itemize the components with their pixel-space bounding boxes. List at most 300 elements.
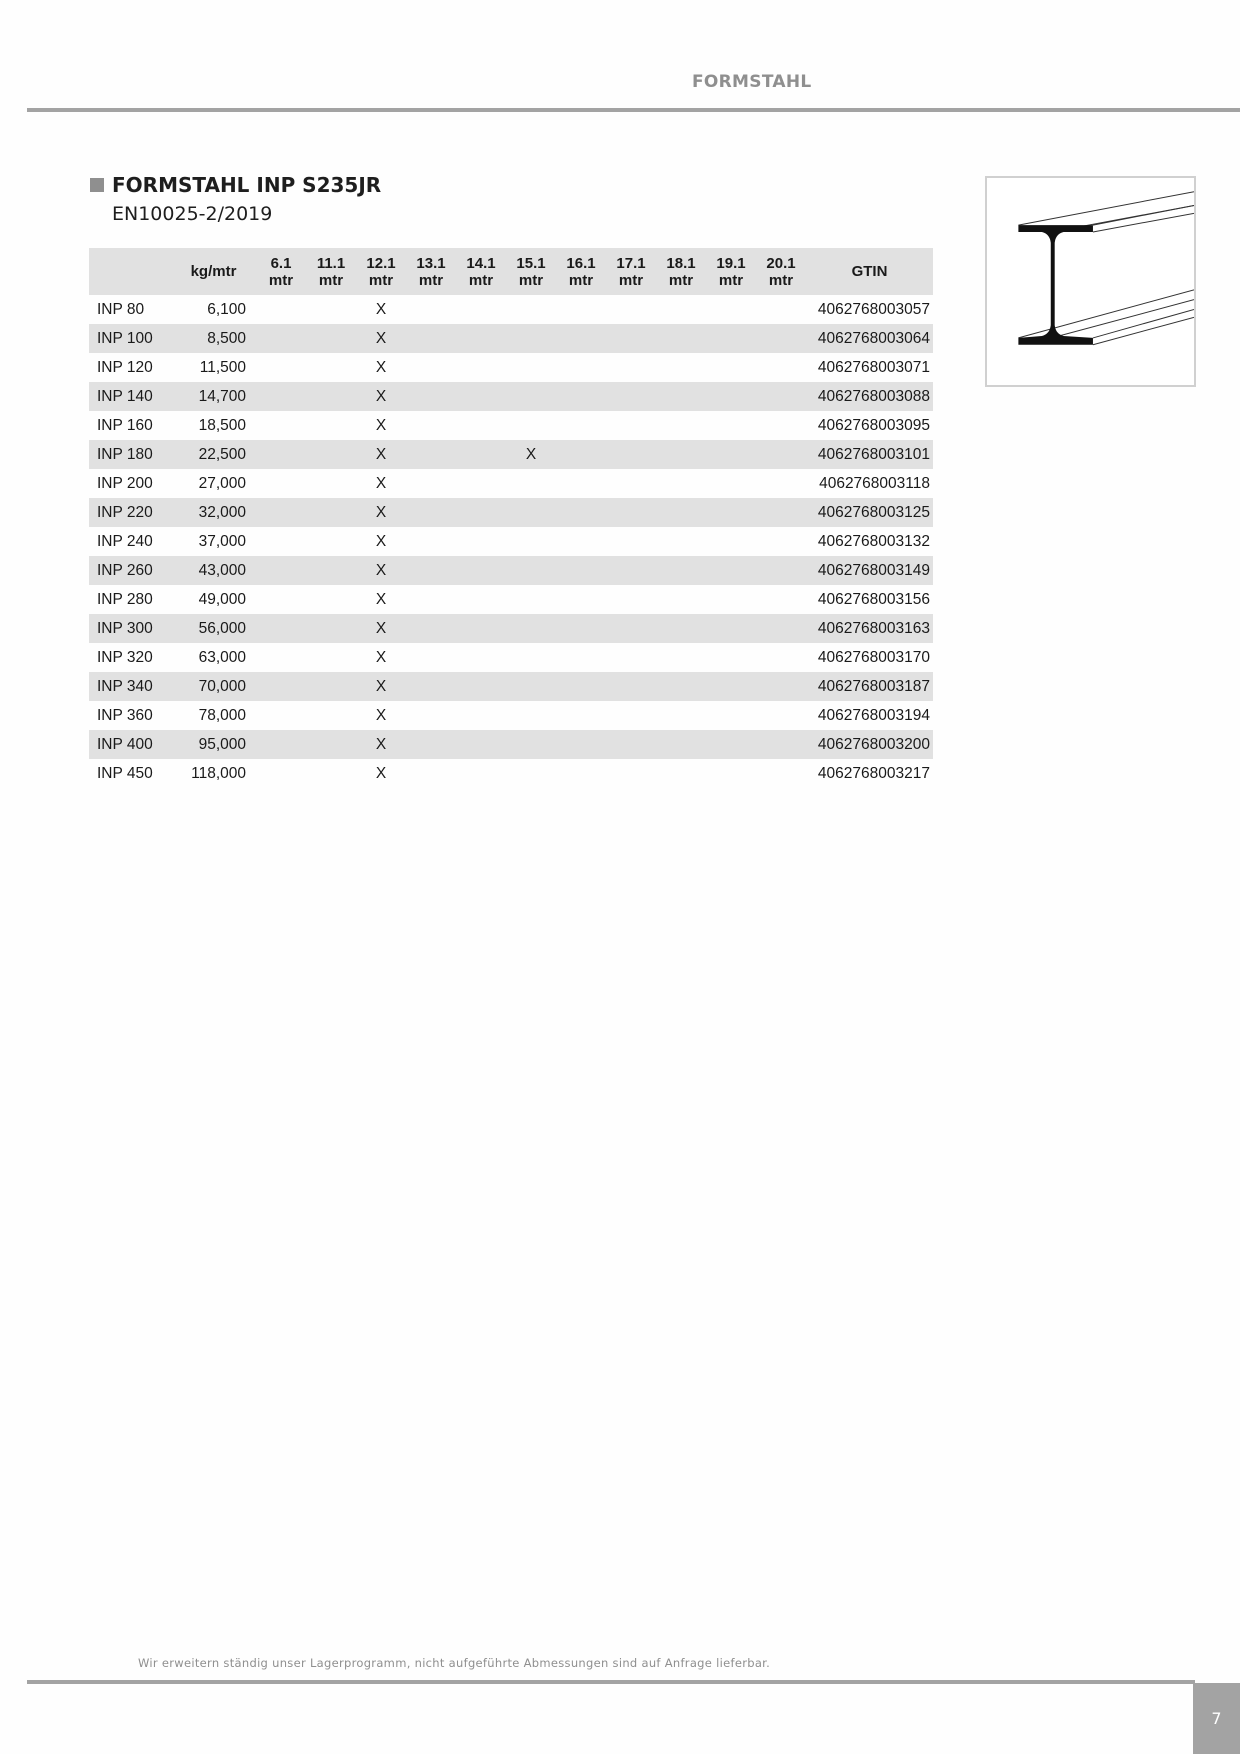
availability-cell xyxy=(706,295,756,324)
weight-cell: 49,000 xyxy=(198,590,246,608)
availability-cell: X xyxy=(375,764,387,782)
column-header-unit: mtr xyxy=(618,271,644,289)
availability-cell xyxy=(756,295,806,324)
availability-cell xyxy=(756,730,806,759)
column-header-label: 17.1 xyxy=(616,254,646,272)
availability-cell xyxy=(606,353,656,382)
availability-cell xyxy=(656,382,706,411)
availability-cell xyxy=(656,701,706,730)
availability-cell xyxy=(256,411,306,440)
weight-cell: 32,000 xyxy=(171,498,256,527)
availability-cell xyxy=(756,759,806,788)
table-row xyxy=(89,382,933,411)
availability-cell xyxy=(306,527,356,556)
table-row xyxy=(89,469,933,498)
column-header-unit: mtr xyxy=(418,271,444,289)
column-header-label: 16.1 xyxy=(566,254,596,272)
availability-cell xyxy=(656,324,706,353)
gtin-cell: 4062768003125 xyxy=(806,498,933,527)
availability-cell xyxy=(706,527,756,556)
gtin-cell: 4062768003057 xyxy=(817,300,930,318)
availability-cell xyxy=(456,440,506,469)
availability-cell xyxy=(256,324,306,353)
availability-cell xyxy=(406,701,456,730)
column-header-unit: mtr xyxy=(568,271,594,289)
availability-cell xyxy=(456,295,506,324)
availability-cell xyxy=(456,585,506,614)
column-header xyxy=(306,248,356,295)
availability-cell xyxy=(606,382,656,411)
gtin-cell: 4062768003101 xyxy=(806,440,933,469)
availability-cell: X xyxy=(375,300,387,318)
weight-cell: 22,500 xyxy=(171,440,256,469)
table-row xyxy=(89,556,933,585)
availability-cell xyxy=(556,295,606,324)
availability-cell xyxy=(706,701,756,730)
availability-cell xyxy=(406,411,456,440)
availability-cell xyxy=(406,759,456,788)
availability-cell xyxy=(556,411,606,440)
availability-cell xyxy=(506,353,556,382)
availability-cell xyxy=(706,614,756,643)
table-row xyxy=(89,353,933,382)
availability-cell xyxy=(606,556,656,585)
section-marker-square xyxy=(90,178,104,192)
availability-cell xyxy=(606,614,656,643)
gtin-cell: 4062768003064 xyxy=(806,324,933,353)
profile-cell: INP 320 xyxy=(97,648,153,666)
availability-cell xyxy=(556,324,606,353)
availability-cell xyxy=(406,469,456,498)
availability-cell xyxy=(456,353,506,382)
table-row xyxy=(89,498,933,527)
availability-cell xyxy=(756,614,806,643)
availability-cell xyxy=(406,382,456,411)
availability-cell xyxy=(506,411,556,440)
availability-cell xyxy=(756,701,806,730)
availability-cell xyxy=(256,556,306,585)
availability-cell xyxy=(556,527,606,556)
availability-cell xyxy=(456,643,506,672)
availability-cell xyxy=(256,759,306,788)
gtin-cell: 4062768003149 xyxy=(806,556,933,585)
table-row xyxy=(89,527,933,556)
availability-cell xyxy=(656,498,706,527)
availability-cell xyxy=(606,440,656,469)
column-header-label: 6.1 xyxy=(270,254,292,272)
availability-cell xyxy=(556,701,606,730)
column-header-unit: mtr xyxy=(768,271,794,289)
column-header xyxy=(171,248,256,295)
table-row xyxy=(89,759,933,788)
table-row xyxy=(89,440,933,469)
page-number: 7 xyxy=(1193,1683,1240,1754)
availability-cell xyxy=(406,672,456,701)
availability-cell xyxy=(606,701,656,730)
availability-cell: X xyxy=(375,590,387,608)
availability-cell xyxy=(456,411,506,440)
availability-cell xyxy=(306,556,356,585)
availability-cell xyxy=(606,469,656,498)
profile-cell: INP 400 xyxy=(89,730,171,759)
availability-cell xyxy=(456,759,506,788)
column-header-unit: mtr xyxy=(318,271,344,289)
availability-cell xyxy=(756,469,806,498)
availability-cell xyxy=(306,440,356,469)
availability-cell: X xyxy=(356,556,406,585)
availability-cell xyxy=(456,614,506,643)
column-header-unit: mtr xyxy=(718,271,744,289)
profile-cell: INP 80 xyxy=(97,300,145,318)
profile-cell: INP 140 xyxy=(89,382,171,411)
weight-cell: 37,000 xyxy=(198,532,246,550)
availability-cell xyxy=(606,411,656,440)
availability-cell xyxy=(656,411,706,440)
availability-cell xyxy=(556,643,606,672)
availability-cell xyxy=(256,295,306,324)
availability-cell xyxy=(556,730,606,759)
weight-cell: 43,000 xyxy=(171,556,256,585)
weight-cell: 6,100 xyxy=(207,300,246,318)
weight-cell: 27,000 xyxy=(198,474,246,492)
availability-cell: X xyxy=(356,672,406,701)
column-header-unit: mtr xyxy=(268,271,294,289)
column-header-label: 18.1 xyxy=(666,254,696,272)
availability-cell xyxy=(256,527,306,556)
table-row xyxy=(89,730,933,759)
availability-cell xyxy=(706,498,756,527)
i-beam-profile-icon xyxy=(985,176,1196,387)
gtin-cell: 4062768003163 xyxy=(806,614,933,643)
availability-cell xyxy=(756,527,806,556)
profile-cell: INP 180 xyxy=(89,440,171,469)
column-header-unit: mtr xyxy=(468,271,494,289)
availability-cell xyxy=(606,498,656,527)
availability-cell xyxy=(506,730,556,759)
availability-cell: X xyxy=(356,440,406,469)
availability-cell xyxy=(656,295,706,324)
profile-cell: INP 300 xyxy=(89,614,171,643)
table-row xyxy=(89,701,933,730)
availability-cell xyxy=(256,672,306,701)
availability-cell: X xyxy=(356,614,406,643)
availability-cell xyxy=(256,440,306,469)
column-header-label: 12.1 xyxy=(366,254,396,272)
availability-cell xyxy=(406,498,456,527)
availability-cell xyxy=(406,614,456,643)
availability-cell: X xyxy=(356,324,406,353)
availability-cell: X xyxy=(375,416,387,434)
weight-cell: 14,700 xyxy=(171,382,256,411)
availability-cell xyxy=(306,411,356,440)
availability-cell xyxy=(406,730,456,759)
weight-cell: 78,000 xyxy=(198,706,246,724)
profile-cell: INP 220 xyxy=(89,498,171,527)
availability-cell xyxy=(606,643,656,672)
availability-cell xyxy=(306,614,356,643)
availability-cell xyxy=(456,730,506,759)
availability-cell xyxy=(706,556,756,585)
availability-cell xyxy=(606,759,656,788)
availability-cell xyxy=(656,469,706,498)
availability-cell xyxy=(606,730,656,759)
gtin-cell: 4062768003194 xyxy=(817,706,930,724)
profile-cell: INP 340 xyxy=(89,672,171,701)
availability-cell xyxy=(506,759,556,788)
table-header-row xyxy=(89,248,933,295)
availability-cell: X xyxy=(375,358,387,376)
column-header-label: 13.1 xyxy=(416,254,446,272)
availability-cell xyxy=(656,643,706,672)
column-header-unit: mtr xyxy=(518,271,544,289)
availability-cell xyxy=(506,672,556,701)
availability-cell xyxy=(256,585,306,614)
table-row xyxy=(89,643,933,672)
availability-cell xyxy=(606,324,656,353)
availability-cell xyxy=(656,527,706,556)
availability-cell xyxy=(556,382,606,411)
availability-cell xyxy=(506,614,556,643)
availability-cell xyxy=(306,585,356,614)
profile-cell: INP 360 xyxy=(97,706,153,724)
column-header xyxy=(656,248,706,295)
profile-cell: INP 100 xyxy=(89,324,171,353)
availability-cell xyxy=(456,527,506,556)
availability-cell xyxy=(706,643,756,672)
gtin-cell: 4062768003187 xyxy=(806,672,933,701)
availability-cell xyxy=(656,353,706,382)
footer-divider xyxy=(27,1680,1195,1684)
column-header xyxy=(606,248,656,295)
availability-cell xyxy=(606,295,656,324)
availability-cell xyxy=(306,672,356,701)
availability-cell xyxy=(706,730,756,759)
profile-cell: INP 240 xyxy=(97,532,153,550)
availability-cell xyxy=(256,643,306,672)
availability-cell xyxy=(756,324,806,353)
availability-cell xyxy=(656,440,706,469)
column-header xyxy=(89,248,171,295)
weight-cell: 8,500 xyxy=(171,324,256,353)
availability-cell xyxy=(706,440,756,469)
availability-cell xyxy=(606,672,656,701)
availability-cell xyxy=(406,585,456,614)
availability-cell xyxy=(306,730,356,759)
gtin-cell: 4062768003118 xyxy=(819,474,930,492)
availability-cell xyxy=(756,498,806,527)
availability-cell: X xyxy=(356,382,406,411)
availability-cell xyxy=(556,614,606,643)
weight-cell: 118,000 xyxy=(191,764,246,782)
availability-cell xyxy=(756,643,806,672)
availability-cell xyxy=(256,353,306,382)
availability-cell xyxy=(706,382,756,411)
column-header xyxy=(506,248,556,295)
availability-cell xyxy=(406,527,456,556)
availability-cell xyxy=(256,498,306,527)
column-header-unit: mtr xyxy=(668,271,694,289)
availability-cell xyxy=(756,585,806,614)
weight-cell: 11,500 xyxy=(199,358,246,376)
availability-cell xyxy=(506,295,556,324)
availability-cell xyxy=(656,759,706,788)
availability-cell xyxy=(756,353,806,382)
column-header xyxy=(756,248,806,295)
profile-cell: INP 120 xyxy=(97,358,153,376)
column-header-label: GTIN xyxy=(851,263,888,280)
column-header xyxy=(806,248,933,295)
table-row xyxy=(89,324,933,353)
availability-cell xyxy=(306,382,356,411)
availability-cell xyxy=(656,672,706,701)
availability-cell: X xyxy=(375,474,387,492)
stock-table xyxy=(89,248,933,788)
availability-cell xyxy=(706,672,756,701)
weight-cell: 63,000 xyxy=(198,648,246,666)
profile-cell: INP 450 xyxy=(97,764,153,782)
availability-cell xyxy=(556,556,606,585)
availability-cell xyxy=(606,585,656,614)
availability-cell xyxy=(306,324,356,353)
availability-cell xyxy=(256,701,306,730)
profile-cell: INP 200 xyxy=(97,474,153,492)
availability-cell xyxy=(756,556,806,585)
availability-cell xyxy=(306,759,356,788)
availability-cell xyxy=(756,672,806,701)
availability-cell xyxy=(556,469,606,498)
column-header-label: 19.1 xyxy=(716,254,746,272)
availability-cell xyxy=(606,527,656,556)
table-row xyxy=(89,411,933,440)
availability-cell xyxy=(456,324,506,353)
availability-cell xyxy=(506,701,556,730)
gtin-cell: 4062768003156 xyxy=(817,590,930,608)
profile-cell: INP 260 xyxy=(89,556,171,585)
gtin-cell: 4062768003200 xyxy=(806,730,933,759)
footer-note: Wir erweitern ständig unser Lagerprogramm, nicht aufgeführte Abmessungen sind auf Anfrage lieferbar. xyxy=(138,1656,771,1670)
column-header-unit: mtr xyxy=(368,271,394,289)
column-header-label: 14.1 xyxy=(466,254,496,272)
profile-cell: INP 160 xyxy=(97,416,153,434)
header-divider xyxy=(27,108,1240,112)
availability-cell xyxy=(306,498,356,527)
weight-cell: 95,000 xyxy=(171,730,256,759)
availability-cell xyxy=(506,643,556,672)
availability-cell: X xyxy=(506,440,556,469)
availability-cell xyxy=(506,556,556,585)
availability-cell xyxy=(556,353,606,382)
weight-cell: 56,000 xyxy=(171,614,256,643)
column-header-label: 15.1 xyxy=(516,254,546,272)
availability-cell xyxy=(706,324,756,353)
gtin-cell: 4062768003132 xyxy=(817,532,930,550)
availability-cell xyxy=(656,614,706,643)
availability-cell xyxy=(556,672,606,701)
availability-cell xyxy=(306,643,356,672)
availability-cell xyxy=(456,498,506,527)
weight-cell: 70,000 xyxy=(171,672,256,701)
availability-cell xyxy=(756,440,806,469)
column-header xyxy=(406,248,456,295)
table-row xyxy=(89,295,933,324)
availability-cell xyxy=(456,469,506,498)
section-title: FORMSTAHL INP S235JR xyxy=(112,173,382,197)
availability-cell xyxy=(506,324,556,353)
gtin-cell: 4062768003095 xyxy=(817,416,930,434)
availability-cell xyxy=(406,643,456,672)
availability-cell xyxy=(556,585,606,614)
availability-cell: X xyxy=(375,706,387,724)
availability-cell xyxy=(406,440,456,469)
column-header xyxy=(256,248,306,295)
availability-cell xyxy=(556,498,606,527)
availability-cell xyxy=(556,440,606,469)
table-row xyxy=(89,614,933,643)
gtin-cell: 4062768003217 xyxy=(817,764,930,782)
availability-cell xyxy=(256,382,306,411)
availability-cell xyxy=(256,614,306,643)
availability-cell xyxy=(506,498,556,527)
availability-cell xyxy=(456,672,506,701)
availability-cell: X xyxy=(375,532,387,550)
availability-cell xyxy=(656,556,706,585)
table-row xyxy=(89,585,933,614)
availability-cell xyxy=(756,411,806,440)
availability-cell xyxy=(656,730,706,759)
availability-cell xyxy=(456,701,506,730)
availability-cell xyxy=(406,556,456,585)
availability-cell xyxy=(306,469,356,498)
header-title: FORMSTAHL xyxy=(692,72,812,92)
availability-cell xyxy=(256,730,306,759)
weight-cell: 18,500 xyxy=(198,416,246,434)
availability-cell: X xyxy=(375,648,387,666)
availability-cell xyxy=(706,411,756,440)
availability-cell xyxy=(456,556,506,585)
availability-cell xyxy=(256,469,306,498)
column-header-label: 20.1 xyxy=(766,254,796,272)
availability-cell: X xyxy=(356,498,406,527)
availability-cell xyxy=(306,701,356,730)
availability-cell: X xyxy=(356,730,406,759)
availability-cell xyxy=(556,759,606,788)
availability-cell xyxy=(756,382,806,411)
profile-cell: INP 280 xyxy=(97,590,153,608)
table-row xyxy=(89,672,933,701)
availability-cell xyxy=(506,585,556,614)
availability-cell xyxy=(306,353,356,382)
availability-cell xyxy=(406,295,456,324)
availability-cell xyxy=(706,759,756,788)
availability-cell xyxy=(706,585,756,614)
availability-cell xyxy=(656,585,706,614)
column-header xyxy=(706,248,756,295)
column-header xyxy=(456,248,506,295)
availability-cell xyxy=(506,382,556,411)
column-header xyxy=(556,248,606,295)
availability-cell xyxy=(706,469,756,498)
availability-cell xyxy=(506,527,556,556)
section-standard: EN10025-2/2019 xyxy=(112,203,273,225)
column-header xyxy=(356,248,406,295)
gtin-cell: 4062768003071 xyxy=(817,358,930,376)
availability-cell xyxy=(706,353,756,382)
availability-cell xyxy=(506,469,556,498)
availability-cell xyxy=(456,382,506,411)
column-header-label: 11.1 xyxy=(316,254,346,272)
availability-cell xyxy=(306,295,356,324)
gtin-cell: 4062768003088 xyxy=(806,382,933,411)
